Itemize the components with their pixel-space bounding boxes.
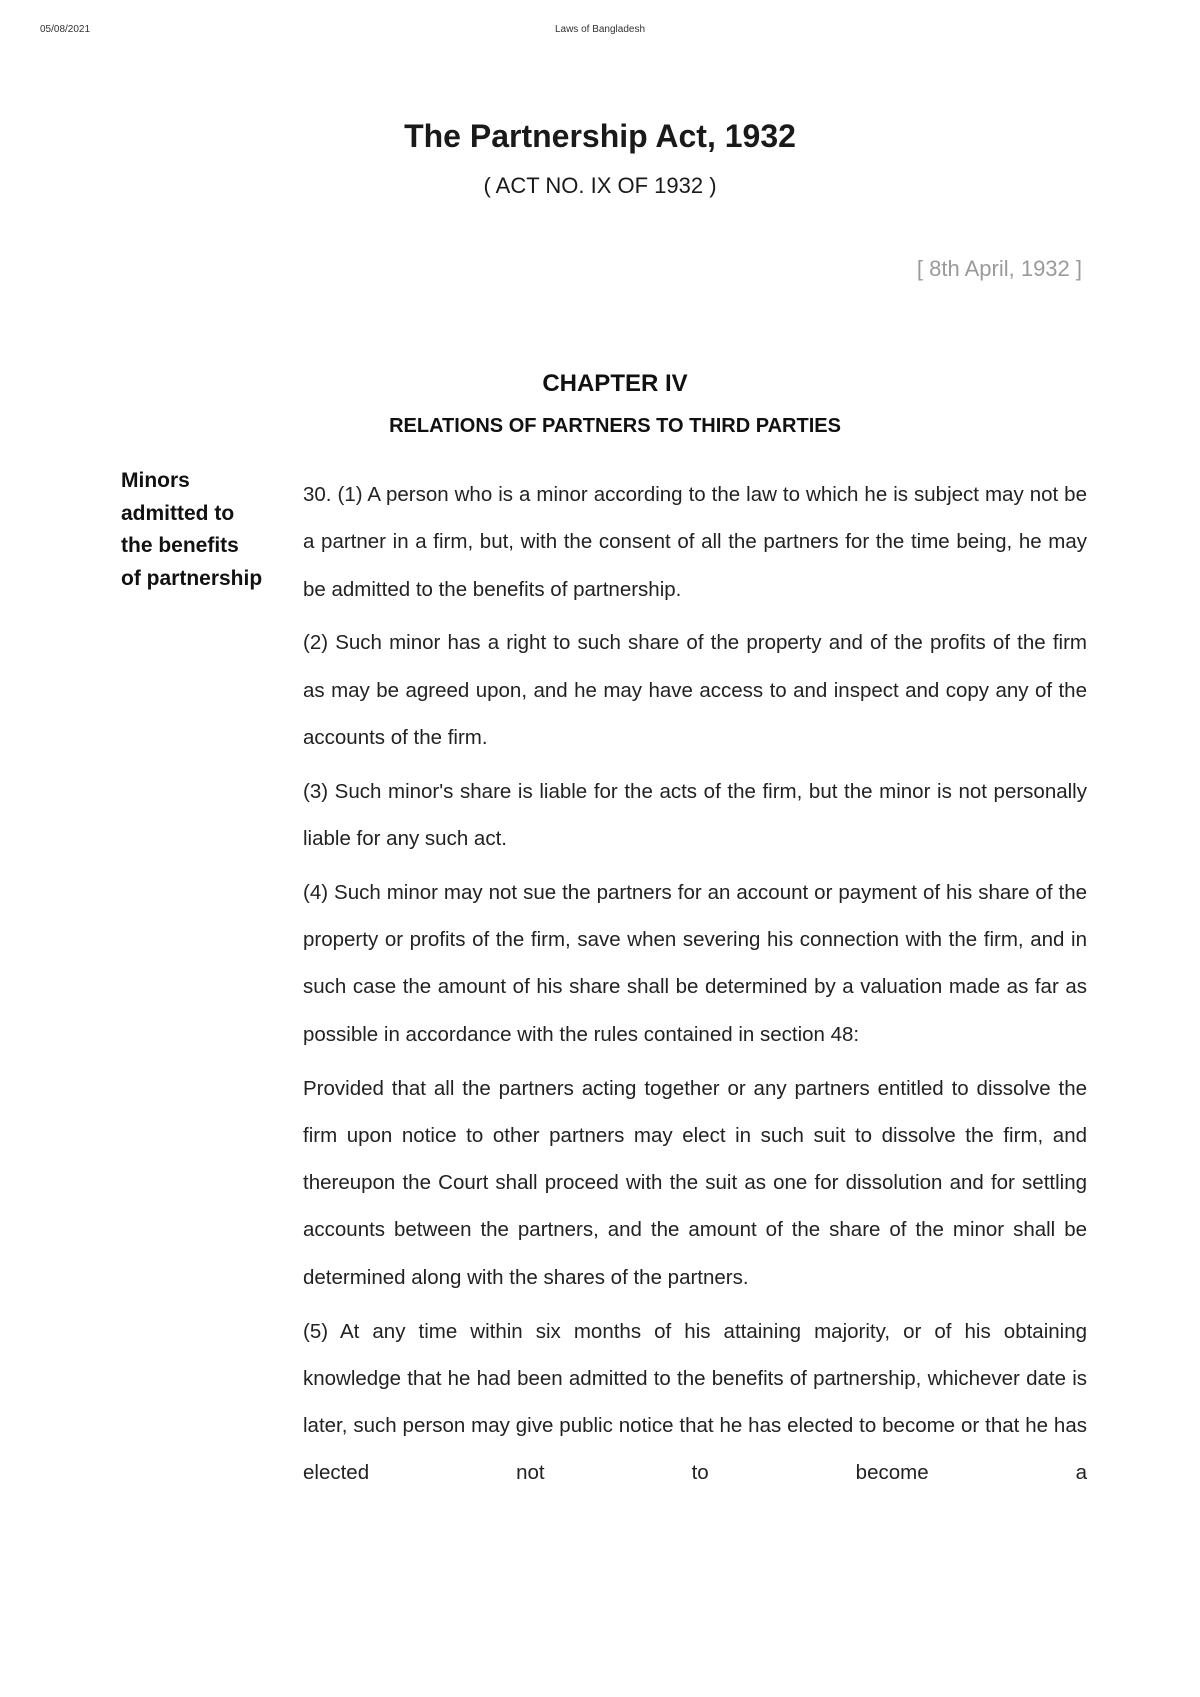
site-header: Laws of Bangladesh <box>554 24 646 35</box>
act-title: The Partnership Act, 1932 <box>404 118 796 154</box>
section-margin-note: Minors admitted to the benefits of partnership <box>121 469 263 590</box>
section-paragraph: (4) Such minor may not sue the partners for an account or payment of his share of the property or profits of the firm, save when severing his connection with the firm, and in such case the amount of his share shall be determined by a valuation made as far as possible in accordance with the rules contained in section 48: <box>303 880 1087 1046</box>
print-date: 05/08/2021 <box>40 24 91 35</box>
section-paragraph: (5) At any time within six months of his attaining majority, or of his obtaining knowledge that he had been admitted to the benefits of partnership, whichever date is later, such person may give public notice that he has elected to become or that he has elected not to become a <box>303 1319 1087 1485</box>
act-date: [ 8th April, 1932 ] <box>916 256 1082 281</box>
act-number: ( ACT NO. IX OF 1932 ) <box>483 173 717 198</box>
section-body <box>303 471 1087 1503</box>
chapter-subtitle: RELATIONS OF PARTNERS TO THIRD PARTIES <box>389 415 841 437</box>
section-paragraph: Provided that all the partners acting together or any partners entitled to dissolve the firm upon notice to other partners may elect in such suit to dissolve the firm, and thereupon the Court shall proceed with the suit as one for dissolution and for settling accounts between the partners, and the amount of the share of the minor shall be determined along with the shares of the partners. <box>303 1076 1087 1289</box>
section-paragraph: (2) Such minor has a right to such share of the property and of the profits of the firm as may be agreed upon, and he may have access to and inspect and copy any of the accounts of the firm. <box>303 631 1087 749</box>
chapter-title: CHAPTER IV <box>542 370 688 397</box>
section-paragraph: (3) Such minor's share is liable for the acts of the firm, but the minor is not personally liable for any such act. <box>303 779 1087 851</box>
section-paragraph: 30. (1) A person who is a minor according to the law to which he is subject may not be a partner in a firm, but, with the consent of all the partners for the time being, he may be admitted to the benefits of partnership. <box>303 483 1087 601</box>
